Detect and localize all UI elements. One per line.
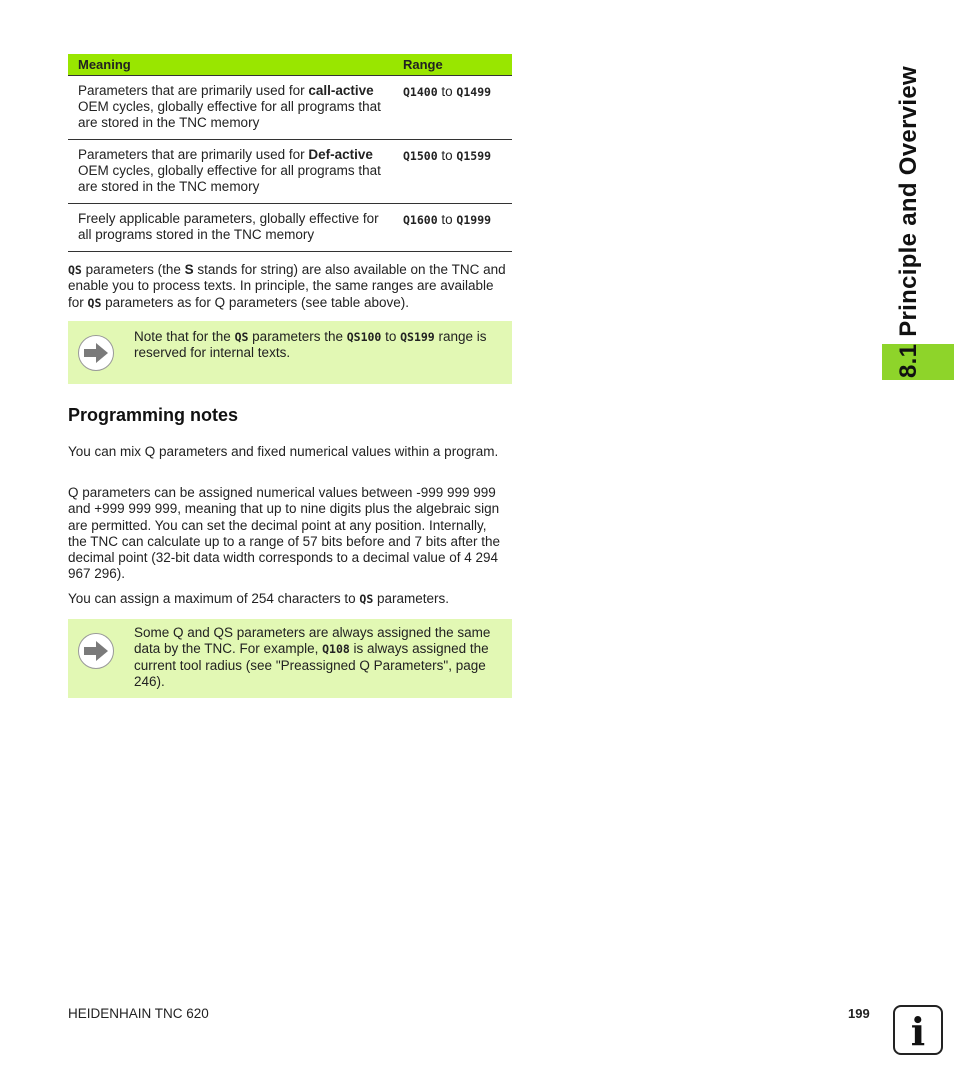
footer-product-name: HEIDENHAIN TNC 620 — [68, 1006, 209, 1021]
range-cell: Q1500 to Q1599 — [395, 140, 512, 204]
q-parameter-range-table — [68, 54, 512, 252]
info-icon[interactable]: i — [893, 1005, 943, 1055]
page-number: 199 — [848, 1006, 870, 1021]
range-cell: Q1600 to Q1999 — [395, 204, 512, 252]
arrow-right-icon — [78, 335, 114, 371]
table-row — [68, 204, 512, 252]
note-box-qs-range — [68, 321, 512, 384]
paragraph-qs-length: You can assign a maximum of 254 characters to QS parameters. — [68, 591, 450, 606]
section-title: Programming notes — [68, 405, 239, 425]
table-row — [68, 140, 512, 204]
header-range: Range — [395, 54, 512, 76]
paragraph-value-range: Q parameters can be assigned numerical values between -999 999 999 and +999 999 999, meaning that up to nine digits plus the algebraic sign are permitted. You can set the decimal point at any position. Internally, the TNC can calculate up to a range of 57 bits before and 7 bits after the decimal point (32-bit data width corresponds to a decimal value of 4 294 967 296). — [68, 485, 501, 582]
table-header-row — [68, 54, 512, 76]
meaning-cell: Parameters that are primarily used for Def-active OEM cycles, globally effective for all programs that are stored in the TNC memory — [68, 140, 395, 204]
meaning-cell: Parameters that are primarily used for call-active OEM cycles, globally effective for all programs that are stored in the TNC memory — [68, 76, 395, 140]
note-text: Some Q and QS parameters are always assigned the same data by the TNC. For example, Q108 is always assigned the current tool radius (see "Preassigned Q Parameters", page 246). — [134, 625, 491, 689]
note-text: Note that for the QS parameters the QS100 to QS199 range is reserved for internal texts. — [134, 329, 487, 361]
table-row — [68, 76, 512, 140]
note-box-preassigned — [68, 619, 512, 698]
header-meaning: Meaning — [68, 54, 395, 76]
chapter-side-title: 8.1 Principle and Overview — [895, 66, 922, 378]
paragraph-mix-values: You can mix Q parameters and fixed numerical values within a program. — [68, 444, 499, 459]
arrow-right-icon — [78, 633, 114, 669]
qs-parameters-paragraph: QS parameters (the S stands for string) are also available on the TNC and enable you to process texts. In principle, the same ranges are available for QS parameters as for Q parameters (see table above). — [68, 262, 506, 310]
meaning-cell: Freely applicable parameters, globally effective for all programs stored in the TNC memory — [68, 204, 395, 252]
range-cell: Q1400 to Q1499 — [395, 76, 512, 140]
